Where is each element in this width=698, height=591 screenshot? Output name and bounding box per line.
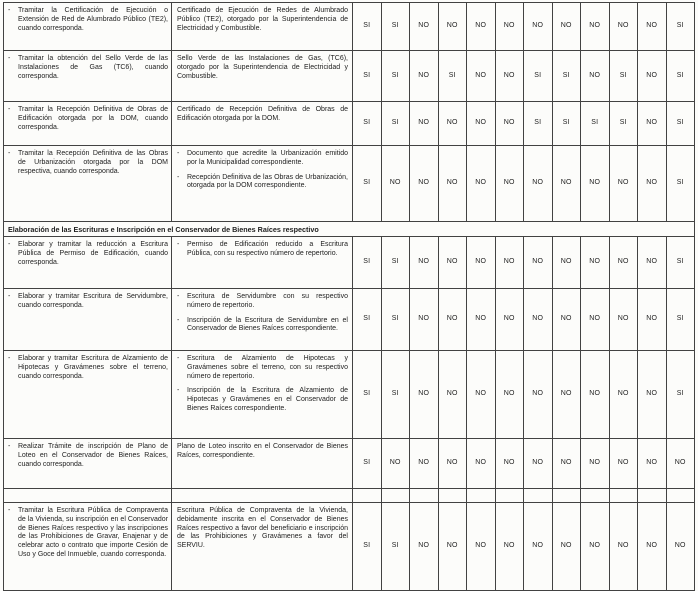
bullet-dash: - <box>8 7 11 14</box>
value-cell: NO <box>638 51 667 102</box>
empty-cell <box>353 489 382 503</box>
section-header-row <box>4 222 695 237</box>
task-cell <box>4 237 172 289</box>
value-cell: NO <box>638 289 667 351</box>
task-cell <box>4 439 172 489</box>
value-cell: NO <box>609 237 638 289</box>
bullet-dash: - <box>8 293 11 300</box>
value-cell: NO <box>438 146 467 222</box>
document-bullet-line <box>177 241 348 259</box>
document-bullet-line <box>177 355 348 381</box>
value-cell: NO <box>638 3 667 51</box>
value-cell: NO <box>467 102 496 146</box>
task-cell <box>4 351 172 439</box>
empty-cell <box>524 489 553 503</box>
value-cell: SI <box>581 102 610 146</box>
value-cell: NO <box>495 503 524 591</box>
document-cell <box>172 51 353 102</box>
value-cell: NO <box>467 439 496 489</box>
value-cell: NO <box>410 439 439 489</box>
value-cell: SI <box>353 102 382 146</box>
task-cell <box>4 503 172 591</box>
document-bullet-line <box>177 317 348 335</box>
value-cell: NO <box>552 439 581 489</box>
bullet-dash: - <box>177 387 180 395</box>
value-cell: SI <box>381 289 410 351</box>
scanned-page <box>3 2 695 591</box>
value-cell: NO <box>552 237 581 289</box>
empty-cell <box>581 489 610 503</box>
task-text: Tramitar la Recepción Definitiva de las Obras de Urbanización otorgada por la DOM respectiva, cuando corresponda. <box>18 150 168 175</box>
task-row <box>4 237 695 289</box>
value-cell: NO <box>666 439 695 489</box>
document-bullet-line <box>177 174 348 192</box>
bullet-dash: - <box>177 293 180 300</box>
value-cell: NO <box>381 146 410 222</box>
task-text: Realizar Trámite de inscripción de Plano de Loteo en el Conservador de Bienes Raíces, cuando corresponda. <box>18 443 168 468</box>
value-cell: NO <box>524 351 553 439</box>
bullet-dash: - <box>8 507 11 514</box>
empty-cell <box>467 489 496 503</box>
task-row <box>4 3 695 51</box>
value-cell: NO <box>495 289 524 351</box>
value-cell: NO <box>524 289 553 351</box>
value-cell: NO <box>438 3 467 51</box>
bullet-dash: - <box>177 241 180 248</box>
empty-cell <box>609 489 638 503</box>
value-cell: NO <box>524 3 553 51</box>
value-cell: NO <box>495 102 524 146</box>
value-cell: SI <box>438 51 467 102</box>
value-cell: NO <box>467 146 496 222</box>
value-cell: NO <box>552 351 581 439</box>
value-cell: NO <box>552 3 581 51</box>
value-cell: NO <box>609 351 638 439</box>
document-cell <box>172 102 353 146</box>
value-cell: SI <box>381 237 410 289</box>
value-cell: NO <box>609 146 638 222</box>
task-cell <box>4 3 172 51</box>
empty-cell <box>381 489 410 503</box>
value-cell: NO <box>467 351 496 439</box>
task-bullet-line <box>8 507 168 560</box>
empty-cell <box>495 489 524 503</box>
bullet-dash: - <box>8 241 11 248</box>
value-cell: NO <box>524 503 553 591</box>
bullet-dash: - <box>177 150 180 157</box>
value-cell: SI <box>381 102 410 146</box>
empty-cell <box>172 489 353 503</box>
matrix-body <box>4 3 695 591</box>
value-cell: SI <box>353 289 382 351</box>
value-cell: NO <box>552 146 581 222</box>
document-text: Inscripción de la Escritura de Alzamiento de Hipotecas y Gravámenes en el Conservador de Bienes Raíces correspondiente. <box>187 387 348 412</box>
empty-cell <box>666 489 695 503</box>
value-cell: SI <box>552 102 581 146</box>
task-document-matrix <box>3 2 695 591</box>
value-cell: NO <box>467 503 496 591</box>
value-cell: SI <box>381 351 410 439</box>
value-cell: SI <box>666 289 695 351</box>
bullet-dash: - <box>177 355 180 362</box>
task-bullet-line <box>8 443 168 469</box>
task-text: Tramitar la Certificación de Ejecución o Extensión de Red de Alumbrado Público (TE2), cuando corresponda. <box>18 7 168 32</box>
value-cell: NO <box>410 102 439 146</box>
value-cell: SI <box>381 51 410 102</box>
value-cell: NO <box>666 503 695 591</box>
value-cell: SI <box>353 237 382 289</box>
value-cell: NO <box>638 503 667 591</box>
value-cell: NO <box>495 351 524 439</box>
task-bullet-line <box>8 293 168 311</box>
value-cell: NO <box>467 51 496 102</box>
document-cell <box>172 146 353 222</box>
value-cell: SI <box>353 3 382 51</box>
value-cell: NO <box>467 3 496 51</box>
document-bullet-line <box>177 150 348 168</box>
document-text: Plano de Loteo inscrito en el Conservador de Bienes Raíces, correspondiente. <box>177 443 348 459</box>
task-row <box>4 351 695 439</box>
task-bullet-line <box>8 241 168 267</box>
value-cell: NO <box>410 146 439 222</box>
value-cell: NO <box>638 439 667 489</box>
document-cell <box>172 237 353 289</box>
task-text: Tramitar la Escritura Pública de Compraventa de la Vivienda, su inscripción en el Conservador de Bienes Raíces respectivo y las inscripciones de las Prohibiciones de Gravar, Enajenar y de celebrar acto o contrato que importe Cesión de Uso y Goce del Inmueble, cuando corresponda. <box>18 507 168 558</box>
bullet-dash: - <box>8 443 11 450</box>
task-bullet-line <box>8 55 168 81</box>
task-text: Elaborar y tramitar Escritura de Servidumbre, cuando corresponda. <box>18 293 168 309</box>
empty-cell <box>4 489 172 503</box>
document-text: Escritura de Alzamiento de Hipotecas y Gravámenes sobre el terreno, con su respectivo número de repertorio. <box>187 355 348 380</box>
value-cell: NO <box>581 439 610 489</box>
task-row <box>4 102 695 146</box>
task-row <box>4 146 695 222</box>
document-cell <box>172 289 353 351</box>
value-cell: NO <box>438 351 467 439</box>
value-cell: NO <box>438 439 467 489</box>
value-cell: NO <box>438 503 467 591</box>
value-cell: SI <box>353 351 382 439</box>
value-cell: NO <box>410 237 439 289</box>
bullet-dash: - <box>177 173 180 181</box>
value-cell: SI <box>353 51 382 102</box>
value-cell: NO <box>495 51 524 102</box>
value-cell: SI <box>353 503 382 591</box>
document-cell <box>172 439 353 489</box>
value-cell: NO <box>638 237 667 289</box>
bullet-dash: - <box>8 106 11 113</box>
document-text: Documento que acredite la Urbanización emitido por la Municipalidad correspondiente. <box>187 150 348 166</box>
task-cell <box>4 51 172 102</box>
value-cell: NO <box>467 237 496 289</box>
value-cell: NO <box>524 146 553 222</box>
task-bullet-line <box>8 7 168 33</box>
value-cell: NO <box>381 439 410 489</box>
value-cell: SI <box>666 146 695 222</box>
task-row <box>4 503 695 591</box>
document-cell <box>172 3 353 51</box>
document-bullet-line <box>177 293 348 311</box>
value-cell: SI <box>524 102 553 146</box>
document-text: Sello Verde de las Instalaciones de Gas, (TC6), otorgado por la Superintendencia de Electricidad y Combustible. <box>177 55 348 80</box>
document-text: Certificado de Ejecución de Redes de Alumbrado Público (TE2), otorgado por la Superintendencia de Electricidad y Combustible. <box>177 7 348 32</box>
value-cell: NO <box>467 289 496 351</box>
value-cell: SI <box>524 51 553 102</box>
task-cell <box>4 146 172 222</box>
task-row <box>4 289 695 351</box>
value-cell: NO <box>581 503 610 591</box>
bullet-dash: - <box>8 355 11 362</box>
task-row <box>4 439 695 489</box>
value-cell: NO <box>581 3 610 51</box>
value-cell: NO <box>638 146 667 222</box>
task-bullet-line <box>8 106 168 132</box>
bullet-dash: - <box>8 150 11 157</box>
value-cell: NO <box>438 289 467 351</box>
empty-cell <box>552 489 581 503</box>
document-bullet-line <box>177 387 348 413</box>
value-cell: NO <box>495 146 524 222</box>
value-cell: NO <box>438 237 467 289</box>
value-cell: NO <box>609 289 638 351</box>
document-text: Escritura de Servidumbre con su respectivo número de repertorio. <box>187 293 348 309</box>
document-text: Escritura Pública de Compraventa de la Vivienda, debidamente inscrita en el Conservador de Bienes Raíces respectivo a favor del beneficiario e inscripción de las Prohibiciones y Gravámenes a favor del SERVIU. <box>177 507 348 549</box>
value-cell: SI <box>353 439 382 489</box>
value-cell: NO <box>495 439 524 489</box>
task-text: Elaborar y tramitar la reducción a Escritura Pública de Permiso de Edificación, cuando corresponda. <box>18 241 168 266</box>
task-text: Tramitar la Recepción Definitiva de Obras de Edificación otorgada por la DOM, cuando corresponda. <box>18 106 168 131</box>
task-row <box>4 51 695 102</box>
value-cell: NO <box>581 351 610 439</box>
bullet-dash: - <box>8 55 11 62</box>
value-cell: NO <box>410 289 439 351</box>
value-cell: SI <box>666 237 695 289</box>
value-cell: NO <box>524 237 553 289</box>
value-cell: NO <box>552 503 581 591</box>
spacer-row <box>4 489 695 503</box>
value-cell: NO <box>524 439 553 489</box>
value-cell: SI <box>552 51 581 102</box>
task-bullet-line <box>8 150 168 176</box>
value-cell: NO <box>638 351 667 439</box>
value-cell: NO <box>410 3 439 51</box>
section-header: Elaboración de las Escrituras e Inscripción en el Conservador de Bienes Raíces respectivo <box>4 222 695 237</box>
document-cell <box>172 351 353 439</box>
task-text: Tramitar la obtención del Sello Verde de las Instalaciones de Gas (TC6), cuando corresponda. <box>18 55 168 80</box>
value-cell: SI <box>666 351 695 439</box>
task-cell <box>4 289 172 351</box>
empty-cell <box>638 489 667 503</box>
value-cell: NO <box>410 51 439 102</box>
document-text: Certificado de Recepción Definitiva de Obras de Edificación otorgada por la DOM. <box>177 106 348 122</box>
value-cell: SI <box>609 51 638 102</box>
task-cell <box>4 102 172 146</box>
document-text: Inscripción de la Escritura de Servidumbre en el Conservador de Bienes Raíces correspondiente. <box>187 316 348 333</box>
value-cell: NO <box>581 51 610 102</box>
bullet-dash: - <box>177 316 180 324</box>
document-cell <box>172 503 353 591</box>
value-cell: NO <box>438 102 467 146</box>
value-cell: SI <box>666 102 695 146</box>
value-cell: SI <box>381 503 410 591</box>
value-cell: NO <box>495 3 524 51</box>
document-text: Recepción Definitiva de las Obras de Urbanización, otorgada por la DOM correspondiente. <box>187 173 348 190</box>
value-cell: NO <box>495 237 524 289</box>
empty-cell <box>438 489 467 503</box>
value-cell: NO <box>609 503 638 591</box>
value-cell: NO <box>410 351 439 439</box>
value-cell: SI <box>666 3 695 51</box>
task-text: Elaborar y tramitar Escritura de Alzamiento de Hipotecas y Gravámenes sobre el terreno, cuando corresponda. <box>18 355 168 380</box>
value-cell: NO <box>609 439 638 489</box>
value-cell: NO <box>609 3 638 51</box>
value-cell: SI <box>353 146 382 222</box>
value-cell: NO <box>410 503 439 591</box>
value-cell: SI <box>609 102 638 146</box>
value-cell: NO <box>638 102 667 146</box>
document-text: Permiso de Edificación reducido a Escritura Pública, con su respectivo número de repertorio. <box>187 241 348 257</box>
empty-cell <box>410 489 439 503</box>
task-bullet-line <box>8 355 168 381</box>
value-cell: NO <box>581 237 610 289</box>
value-cell: NO <box>581 289 610 351</box>
value-cell: SI <box>381 3 410 51</box>
value-cell: NO <box>581 146 610 222</box>
value-cell: SI <box>666 51 695 102</box>
value-cell: NO <box>552 289 581 351</box>
